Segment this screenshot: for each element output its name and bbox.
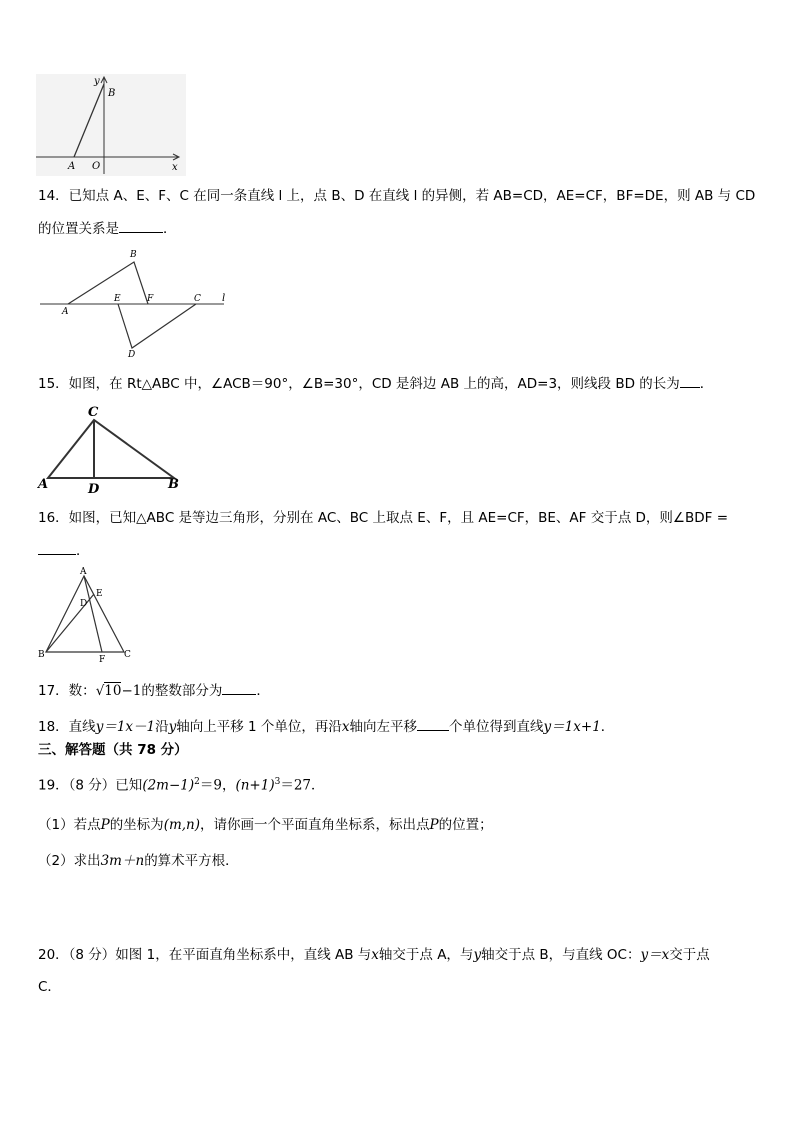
- q16-figure-svg: [36, 566, 136, 666]
- q20-equation: y＝x: [640, 947, 670, 963]
- q17-text-mid: 的整数部分为: [141, 683, 223, 699]
- q18-text-mid4: 个单位得到直线: [449, 719, 544, 735]
- q19-expression-3: 3m＋n: [100, 853, 145, 869]
- coordinate-axes-svg: [36, 74, 186, 176]
- figure-coordinate-axes: [36, 74, 186, 176]
- q18-text-mid2: 轴向上平移 1 个单位，再沿: [176, 719, 342, 735]
- q14-period: ．: [163, 221, 177, 237]
- q14-F-label: F: [147, 294, 154, 304]
- q19-coordinates-mn: (m,n): [163, 817, 201, 833]
- question-14-line1: 14．已知点 A、E、F、C 在同一条直线 l 上，点 B、D 在直线 l 的异侧，若 AB=CD，AE=CF，BF=DE，则 AB 与 CD: [38, 188, 756, 204]
- q18-text-mid3: 轴向左平移: [349, 719, 418, 735]
- point-A-label: A: [68, 161, 76, 172]
- q20-x-axis: x: [371, 947, 379, 963]
- q18-text-pre: 18．直线: [38, 719, 96, 735]
- q15-figure-svg: [36, 402, 186, 497]
- q19-exponent-2: 3: [274, 777, 281, 787]
- point-B-label: B: [108, 88, 116, 99]
- question-20-line2: C．: [38, 979, 61, 995]
- figure-q14: [38, 246, 238, 360]
- figure-q16: [36, 566, 136, 666]
- q16-period: ．: [76, 543, 90, 559]
- q18-text-mid1: 沿: [155, 719, 169, 735]
- q19-1-text: （1）若点: [38, 817, 101, 833]
- question-15: [38, 373, 713, 394]
- q18-y-axis: y: [168, 719, 177, 735]
- q15-D-label: D: [88, 482, 100, 497]
- question-19: [38, 772, 325, 796]
- q15-B-label: B: [168, 477, 179, 492]
- q14-figure-svg: [38, 246, 238, 360]
- q19-equals-1: ＝9，: [199, 777, 236, 794]
- answer-blank-18[interactable]: [417, 716, 449, 731]
- q17-radicand: 10: [104, 683, 122, 699]
- q19-exponent-1: 2: [194, 777, 200, 787]
- question-18: [38, 716, 614, 737]
- q16-C-label: C: [124, 650, 131, 660]
- q19-2-text: （2）求出: [38, 853, 101, 869]
- answer-blank-14[interactable]: [119, 218, 163, 233]
- sqrt-symbol: √: [95, 683, 105, 699]
- section-3-heading: 三、解答题（共 78 分）: [38, 742, 188, 758]
- answer-blank-15[interactable]: [680, 373, 700, 388]
- q14-E-label: E: [114, 294, 121, 304]
- q20-text-pre: 20．（8 分）如图 1，在平面直角坐标系中，直线 AB 与: [38, 947, 372, 963]
- q19-expression-2: (n+1): [235, 777, 275, 794]
- q17-period: ．: [256, 683, 270, 699]
- question-19-part-1: [38, 815, 493, 835]
- q18-period: ．: [600, 719, 615, 735]
- figure-q15: [36, 402, 186, 497]
- q16-F-label: F: [99, 655, 106, 665]
- question-14-line2: [38, 218, 177, 239]
- q14-line-l-label: l: [222, 293, 226, 304]
- question-16-line1: 16．如图，已知△ABC 是等边三角形，分别在 AC、BC 上取点 E、F，且 AE=CF，BE、AF 交于点 D，则∠BDF =: [38, 510, 729, 526]
- q15-text: 15．如图，在 Rt△ABC 中，∠ACB＝90°，∠B=30°，CD 是斜边 AB 上的高，AD=3，则线段 BD 的长为: [38, 376, 680, 392]
- q18-x-axis: x: [341, 719, 350, 735]
- q14-text: 的位置关系是: [38, 221, 119, 237]
- origin-O-label: O: [92, 161, 101, 172]
- question-20-line1: [38, 945, 710, 965]
- q16-D-label: D: [80, 599, 88, 609]
- x-axis-label: x: [172, 162, 178, 173]
- q14-D-label: D: [128, 350, 136, 360]
- q15-period: ．: [699, 376, 714, 392]
- q17-text: 17．数：: [38, 683, 96, 699]
- q20-text-mid1: 轴交于点 A，与: [378, 947, 474, 963]
- q16-A-label: A: [80, 567, 87, 577]
- q19-text-pre: 19．（8 分）已知: [38, 777, 143, 794]
- answer-blank-16[interactable]: [38, 540, 76, 555]
- q19-point-P: P: [100, 817, 110, 833]
- q19-1-text-mid: 的坐标为: [109, 817, 164, 833]
- q20-y-axis: y: [473, 947, 482, 963]
- question-19-part-2: [38, 851, 239, 871]
- y-axis-label: y: [94, 76, 100, 87]
- q15-A-label: A: [38, 477, 49, 492]
- q16-B-label: B: [38, 650, 45, 660]
- q19-equals-2: ＝27．: [280, 777, 325, 794]
- q17-minus-one: −1: [121, 683, 142, 699]
- q19-2-text-post: 的算术平方根．: [144, 853, 239, 869]
- q19-expression-1: (2m−1): [142, 777, 195, 794]
- q16-E-label: E: [96, 589, 103, 599]
- q18-equation-2: y＝1x+1: [543, 719, 601, 735]
- q20-text-mid2: 轴交于点 B，与直线 OC：: [481, 947, 641, 963]
- q19-1-text-post: ，请你画一个平面直角坐标系，标出点: [200, 817, 430, 833]
- question-16-line2: [38, 540, 90, 561]
- q19-1-text-end: 的位置；: [438, 817, 493, 833]
- q15-C-label: C: [88, 405, 99, 420]
- q20-text-post: 交于点: [669, 947, 710, 963]
- q14-B-label: B: [130, 250, 137, 260]
- q18-equation-1: y＝1x－1: [95, 719, 156, 735]
- q19-point-P-2: P: [429, 817, 439, 833]
- answer-blank-17[interactable]: [222, 680, 256, 695]
- q14-A-label: A: [62, 307, 69, 317]
- q14-C-label: C: [194, 294, 201, 304]
- question-17: [38, 680, 270, 701]
